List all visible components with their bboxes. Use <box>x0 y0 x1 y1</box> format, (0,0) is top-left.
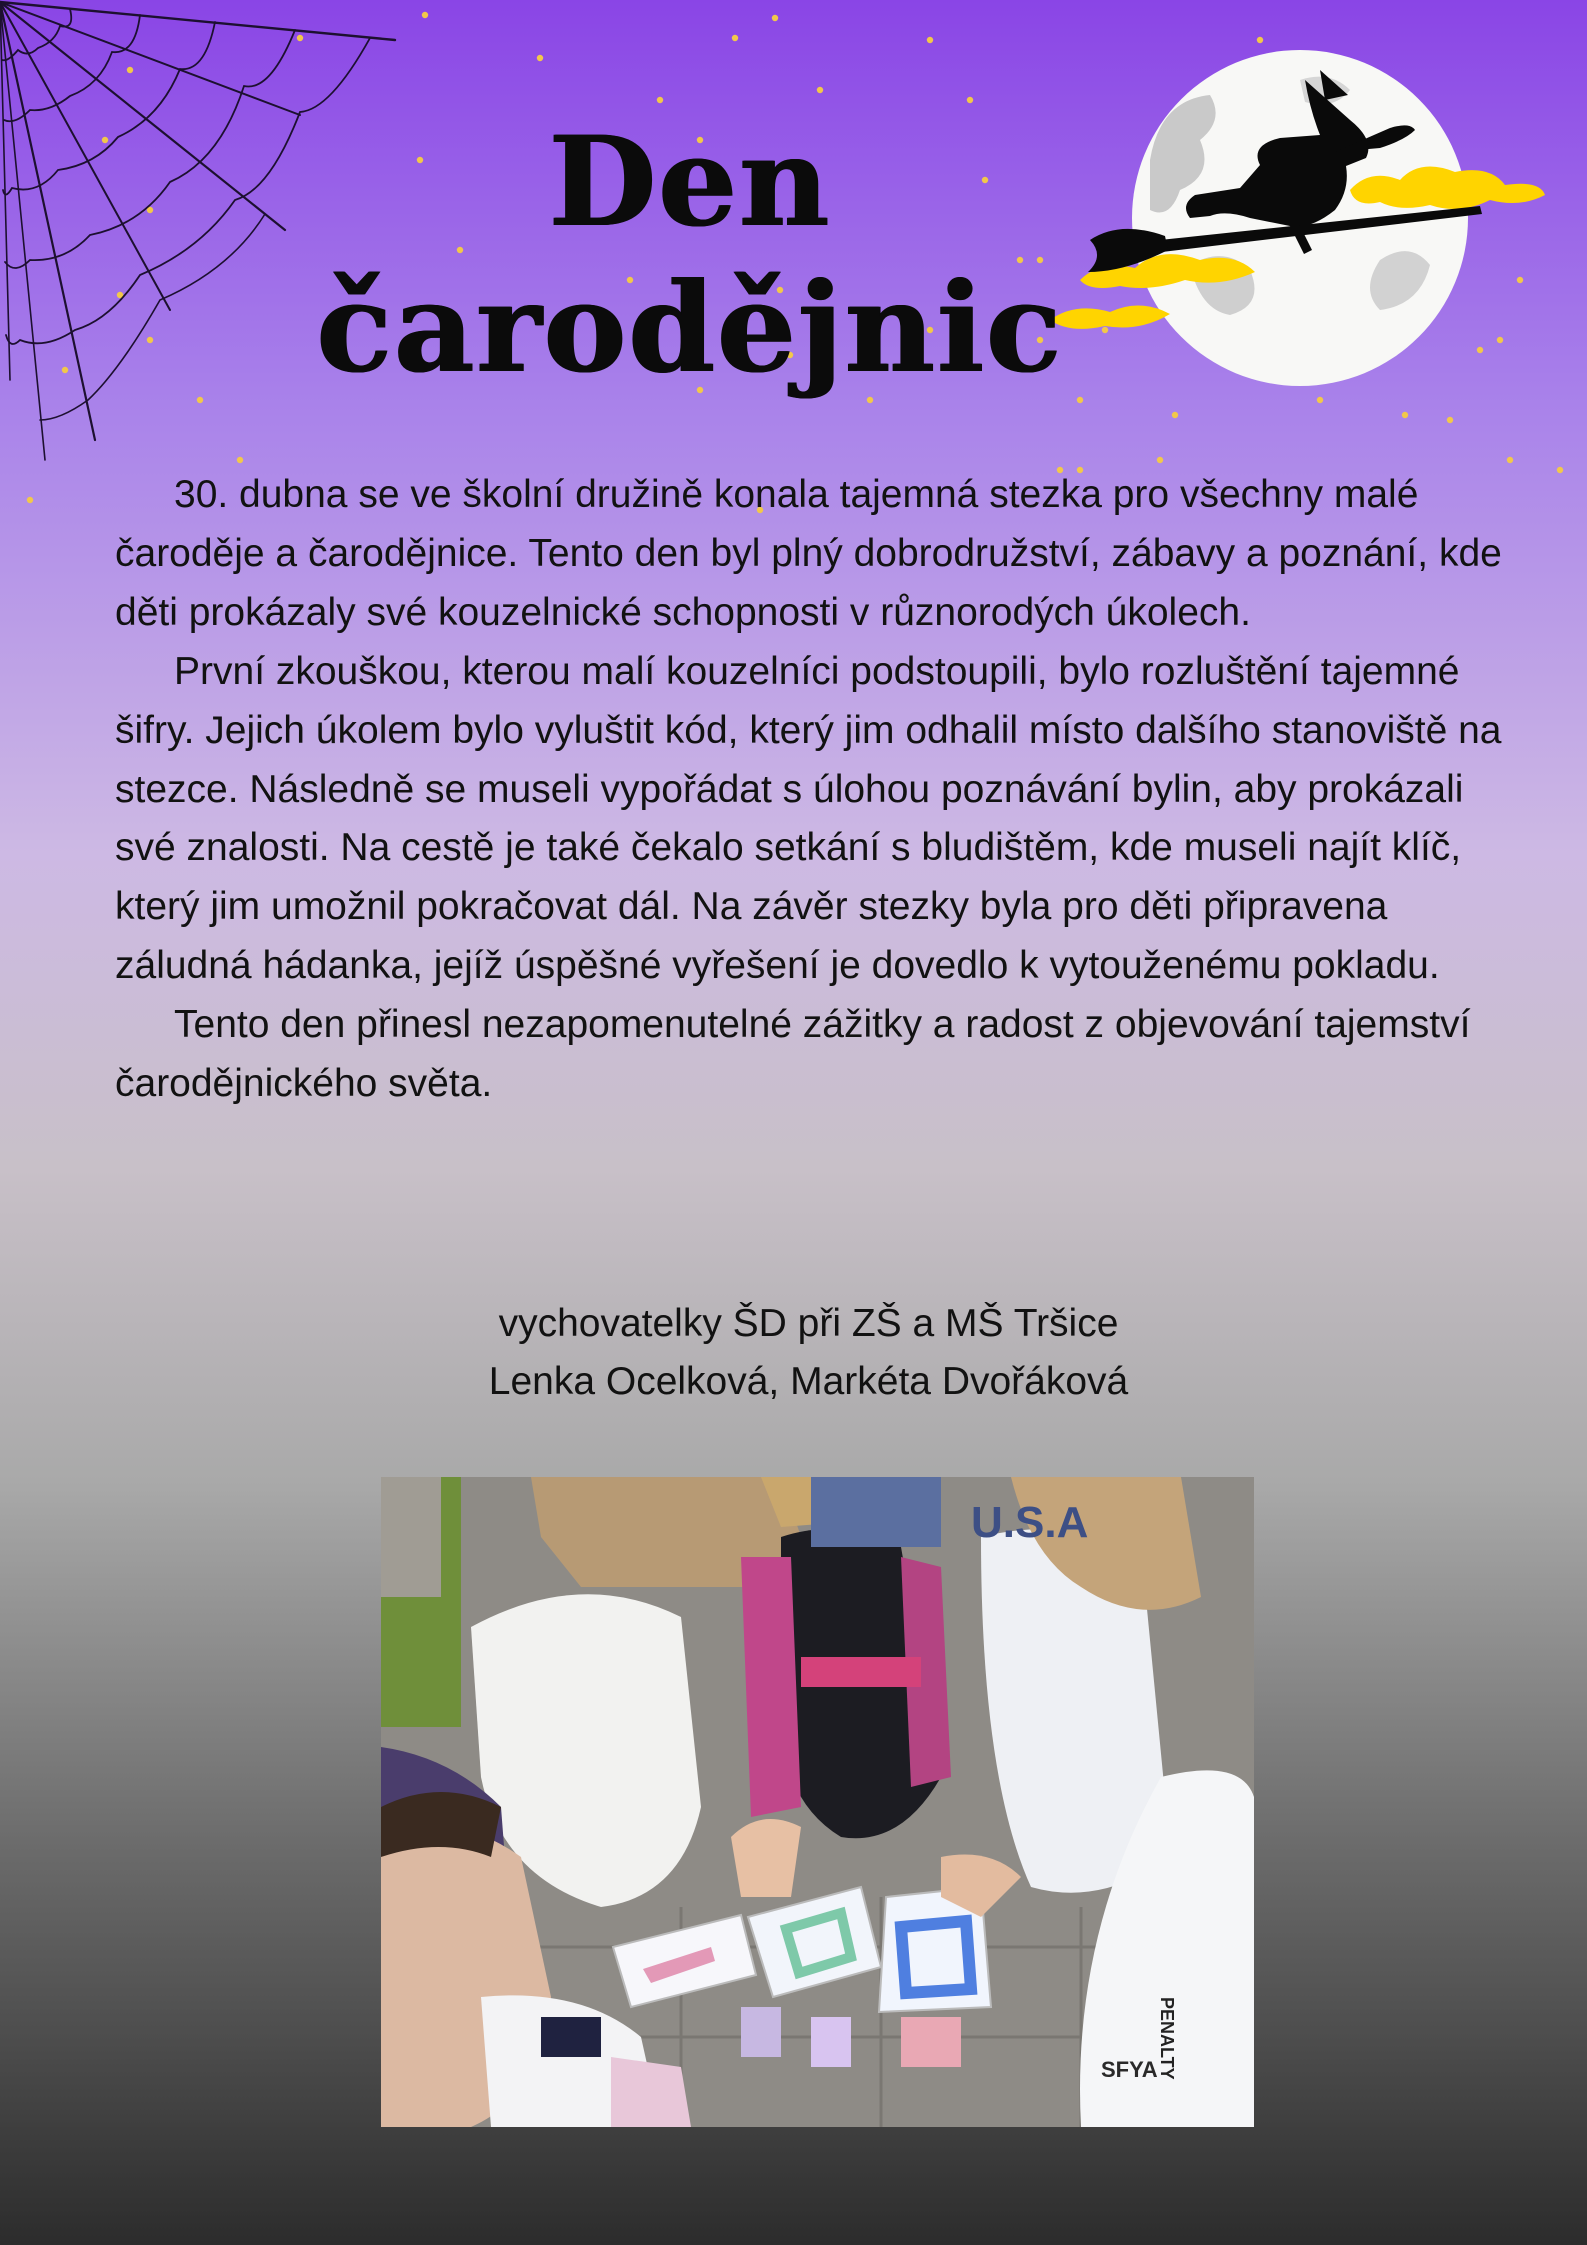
star-dot <box>967 97 973 103</box>
title-line-1: Den <box>548 110 832 255</box>
children-photo <box>381 1477 1254 2127</box>
star-dot <box>1172 412 1178 418</box>
star-dot <box>1557 467 1563 473</box>
article-body <box>115 466 1505 1114</box>
star-dot <box>1157 457 1163 463</box>
star-dot <box>927 37 933 43</box>
star-dot <box>657 97 663 103</box>
signature-line-2: Lenka Ocelková, Markéta Dvořáková <box>488 1360 1129 1403</box>
page-title <box>280 110 1100 402</box>
paragraph-2: První zkouškou, kterou malí kouzelníci podstoupili, bylo rozluštění tajemné šifry. Jejich úkolem bylo vyluštit kód, který jim odhalil místo dalšího stanoviště na stezce. Následně se museli vypořádat s úlohou poznávání bylin, aby prokázali své znalosti. Na cestě je také čekalo setkání s bludištěm, kde museli najít klíč, který jim umožnil pokračovat dál. Na závěr stezky byla pro děti připravena záludná hádanka, jejíž úspěšné vyřešení je dovedlo k vytouženému pokladu. <box>115 649 1502 988</box>
star-dot <box>1447 417 1453 423</box>
star-dot <box>27 497 33 503</box>
paragraph-1: 30. dubna se ve školní družině konala tajemná stezka pro všechny malé čaroděje a čarodějnice. Tento den byl plný dobrodružství, zábavy a poznání, kde děti prokázaly své kouzelnické schopnosti v různorodých úkolech. <box>115 473 1502 634</box>
signature-line-1: vychovatelky ŠD při ZŠ a MŠ Tršice <box>498 1302 1119 1345</box>
star-dot <box>772 15 778 21</box>
star-dot <box>1507 457 1513 463</box>
title-line-2: čarodějnic <box>316 256 1064 401</box>
moon-witch-illustration <box>1050 40 1560 400</box>
star-dot <box>1402 412 1408 418</box>
star-dot <box>422 12 428 18</box>
shirt-text-sfya: SFYA <box>1101 2057 1158 2082</box>
star-dot <box>732 35 738 41</box>
shirt-text-penalty: PENALTY <box>1157 1997 1177 2080</box>
star-dot <box>537 55 543 61</box>
signature-block <box>0 1295 1587 1411</box>
star-dot <box>817 87 823 93</box>
paragraph-3: Tento den přinesl nezapomenutelné zážitky a radost z objevování tajemství čarodějnického světa. <box>115 1003 1471 1106</box>
shirt-text-usa: U.S.A <box>971 1498 1089 1547</box>
